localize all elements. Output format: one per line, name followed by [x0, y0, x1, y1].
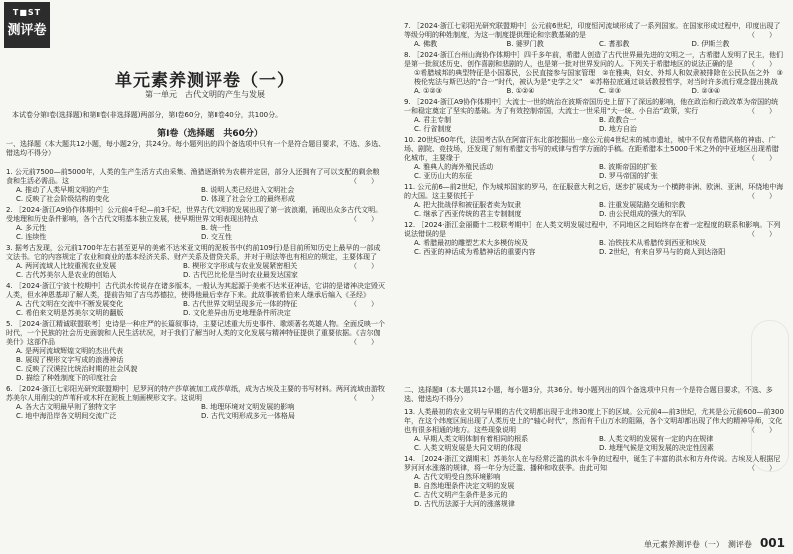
answer-option: A. 各大古文明最早则了独特文字 — [16, 403, 117, 411]
answer-option: D. 交互性 — [201, 233, 232, 241]
question-text: 9. ［2024·浙江A9协作体期中］大流士一世的统治在波斯帝国历史上留下了深远的影响，他在政治和行政改革为帝国的统一和稳定奠定了坚实的基础。为了有效控制帝国，大流士一世采用“大一统、小自治”政策，实行 — [404, 98, 779, 115]
answer-option: D. 古代历法源于大河的涨落规律 — [414, 500, 515, 508]
answer-option: A. 推动了人类早期文明的产生 — [16, 186, 110, 194]
question-text: 13. 人类最初的农业文明与早期的古代文明都出现于北纬30度上下的区域。公元前4—前3世纪，尤其是公元前600—前300年，在这个纬度区间出现了人类历史上的“轴心时代”，然而有千山万水的阻隔，各个文明却都出现了伟大的精神导师，文化也有很多相通的地方。这些现象说明 — [404, 408, 784, 434]
question-text: 12. ［2024·浙江金丽衢十二校联考期中］在人类文明发展过程中，不同地区之间始终存在着一定程度的联系和影响。下列说法错误的是 — [404, 221, 781, 238]
answer-option: C. 古代苏美尔人是农业的创始人 — [16, 271, 117, 279]
question-item — [404, 408, 784, 453]
answer-option: A. 多元性 — [16, 224, 47, 232]
answer-option: D. 地理气候是文明发展的决定性因素 — [599, 444, 714, 452]
answer-option: A. 古代文明受自然环境影响 — [414, 473, 501, 481]
answer-option: C. 古代文明产生条件是多元的 — [414, 491, 508, 499]
page-number: 001 — [759, 536, 785, 550]
question-stem — [404, 51, 784, 69]
question-text: 8. ［2024·浙江台州山海协作体期中］四千多年前，希腊人创造了古代世界最先进的文明之一，古希腊人发明了民主，他们是第一批叙述历史、创作喜剧和悲剧的人，也是第一批对世界发问的人。下列关于希腊地区的说法正确的是 — [404, 51, 783, 68]
answer-option: B. 婆罗门教 — [506, 40, 544, 48]
answer-option: D. 罗马帝国的扩张 — [599, 172, 658, 180]
answer-paren: （ ） — [748, 192, 776, 200]
answer-option: A. 希腊最初的雕塑艺术大多模仿埃及 — [414, 239, 529, 247]
answer-option: C. 连续性 — [16, 233, 47, 241]
answer-option: C. 希伯来文明是苏美尔文明的翻版 — [16, 309, 124, 317]
answer-option: C. 地中海沿岸各文明间交流广泛 — [16, 412, 117, 420]
answer-paren: （ ） — [350, 338, 378, 346]
brand-logo — [4, 2, 50, 48]
answer-paren: （ ） — [748, 60, 776, 68]
answer-option: A. 君主专制 — [414, 116, 452, 124]
question-statements: ①希腊城邦的典型特征是小国寡民，公民直接参与国家管理 ②在雅典，妇女、外邦人和奴隶被排除在公民队伍之外 ③梭伦宪法与斯巴达的“合一”时代，被认为是“史学之父” ④苏格拉底通过谈话教授哲学，对当时许多流行观念提出挑战 — [414, 69, 783, 86]
page-footer — [644, 536, 785, 550]
answer-paren: （ ） — [350, 300, 378, 308]
answer-paren: （ ） — [748, 107, 776, 115]
question-item — [404, 51, 784, 96]
decorative-stamp — [751, 320, 789, 472]
question-stem — [404, 221, 784, 239]
part2-heading: 二、选择题Ⅱ（本大题共12小题，每小题3分，共36分。每小题列出的四个备选项中只有一个是符合题目要求，不选、多选、错选均不得分） — [404, 386, 773, 403]
question-text: 6. ［2024·浙江七彩阳光研究联盟期中］尼罗河的特产莎草被加工成莎草纸，成为古埃及主要的书写材料。两河流域由游牧苏美尔人用削尖的芦苇秆或木杆在泥板上刻画楔形文字。这说明 — [6, 385, 385, 402]
question-text: 10. 20世纪60年代，法国考古队在阿富汗东北部挖掘出一座公元前4世纪末的城市遗址，城中不仅有希腊风格的神庙、广场、剧院、竞技场，还发现了刻有希腊文书写的戒律与哲学方面的手稿。在距希腊本土5000千米之外的中亚地区出现希腊化城市，主要缘于 — [404, 136, 779, 162]
answer-option: D. 2世纪，有来自罗马与的商人到达洛阳 — [599, 248, 726, 256]
answer-paren: （ ） — [350, 215, 378, 223]
option-group — [404, 40, 784, 49]
option-group — [404, 116, 784, 134]
question-item — [6, 206, 386, 242]
answer-option: C. 亚历山大的东征 — [414, 172, 473, 180]
option-group — [6, 403, 386, 421]
answer-paren: （ ） — [350, 262, 378, 270]
answer-paren: （ ） — [748, 31, 776, 39]
question-stem — [6, 168, 386, 186]
option-group — [6, 224, 386, 242]
answer-option: B. 说明人类已经进入文明社会 — [201, 186, 295, 194]
answer-option: C. 人类文明发展是大同文明的体现 — [414, 444, 522, 452]
question-item — [404, 98, 784, 134]
right-question-list — [404, 22, 784, 259]
answer-option: B. 古代世界文明呈现多元一体的特征 — [183, 300, 298, 308]
answer-option: D. 描绘了种姓制度下的印度社会 — [16, 374, 117, 382]
answer-option: B. 政教合一 — [599, 116, 637, 124]
answer-option: A. 佛教 — [414, 40, 438, 48]
option-group — [404, 201, 784, 219]
question-item — [404, 221, 784, 257]
answer-option: B. 注重发展陆路交通和宗教 — [599, 201, 686, 209]
question-item — [6, 385, 386, 421]
answer-option: D. ②③④ — [691, 87, 721, 95]
answer-option: A. 雅典人的海外殖民活动 — [414, 163, 494, 171]
question-stem — [404, 408, 784, 435]
question-stem — [404, 98, 784, 116]
option-group — [404, 473, 784, 509]
answer-option: D. 伊斯兰教 — [691, 40, 730, 48]
answer-option: C. 耆那教 — [599, 40, 630, 48]
question-text: 1. 公元前7500—前5000年，人类的生产生活方式由采集、渔猎逐渐转为农耕并定居，部分人还拥有了可以支配的剩余粮食和生活必需品。这 — [6, 168, 380, 185]
option-group — [6, 347, 386, 383]
question-item — [404, 455, 784, 509]
footer-text: 单元素养测评卷（一） 测评卷 — [643, 540, 760, 549]
answer-paren: （ ） — [748, 464, 776, 472]
answer-option: D. 古代巴比伦是当时农业最发达国家 — [183, 271, 298, 279]
answer-option: B. ①②④ — [506, 87, 535, 95]
answer-option: A. 两河流域人比较重视农业发展 — [16, 262, 117, 270]
answer-option: B. 统一性 — [201, 224, 232, 232]
answer-paren: （ ） — [748, 230, 776, 238]
answer-option: A. 古代文明在交流中不断发展变化 — [16, 300, 124, 308]
question-item — [6, 282, 386, 318]
answer-option: B. 波斯帝国的扩张 — [599, 163, 658, 171]
answer-paren: （ ） — [350, 177, 378, 185]
option-group — [404, 163, 784, 181]
question-stem — [6, 206, 386, 224]
answer-option: A. 把大批战俘和被征服者卖为奴隶 — [414, 201, 522, 209]
question-stem — [404, 183, 784, 201]
answer-option: B. 自然地理条件决定文明的发展 — [414, 482, 515, 490]
question-item — [6, 244, 386, 280]
answer-option: D. 文化差异由历史地理条件所决定 — [183, 309, 291, 317]
answer-option: C. 继承了西亚传统的君主专制制度 — [414, 210, 522, 218]
question-text: 4. ［2024·浙江宁波十校期中］古代洪水传说存在诸多版本，一般认为其起源于美索不达米亚神话，它讲的是诸神决定毁灭人类，但水神恩基却了解人类，提前告知了吉乌苏德拉，使得他最后幸存下来。此故事被希伯来人继承后编入《圣经》 — [6, 282, 385, 299]
answer-option: B. 人类文明的发展有一定的内在规律 — [599, 435, 714, 443]
answer-option: A. ①②③ — [414, 87, 442, 95]
question-stem — [404, 22, 784, 40]
option-group — [6, 186, 386, 204]
option-group — [404, 239, 784, 257]
answer-paren: （ ） — [748, 426, 776, 434]
question-item — [404, 183, 784, 219]
answer-option: D. 古代文明形成多元一体格局 — [201, 412, 295, 420]
left-question-list — [6, 168, 386, 423]
question-stem — [6, 320, 386, 347]
question-text: 2. ［2024·浙江A9协作体期中］公元前4千纪—前3千纪，世界古代文明的发展出现了第一波浪潮，涌现出众多古代文明。受地理和历史条件影响，各个古代文明基本独立发展，使早期世界文明表现出特点 — [6, 206, 383, 223]
answer-option: C. 反映了社会阶级结构的变化 — [16, 195, 110, 203]
logo-line1: T■ST — [12, 8, 42, 17]
question-stem — [404, 455, 784, 473]
answer-option: B. 展现了楔形文字写成的浪漫神话 — [16, 356, 124, 364]
answer-option: D. 由公民组成的强大的军队 — [599, 210, 686, 218]
answer-option: C. 反映了汉谟拉比统治时期的社会风貌 — [16, 365, 138, 373]
answer-option: A. 是两河流域辉煌文明的杰出代表 — [16, 347, 124, 355]
question-stem — [404, 136, 784, 163]
question-item — [404, 22, 784, 49]
page-subtitle: 第一单元 古代文明的产生与发展 — [145, 90, 265, 99]
logo-line2: 测评卷 — [7, 23, 47, 38]
question-text: 5. ［2024·浙江精诚联盟联考］史诗是一种庄严的长篇叙事诗，主要记述重大历史事件、歌颂著名英雄人物。全面反映一个时代，一个民族的社会历史面貌和人民生活状况，对于我们了解当时人类的文化发展与精神特征提供了重要依据。《吉尔伽美什》这部作品 — [6, 320, 385, 346]
answer-option: D. 体现了社会分工的最终形成 — [201, 195, 295, 203]
answer-option: C. ②③ — [599, 87, 621, 95]
page-title: 单元素养测评卷（一） — [115, 71, 295, 91]
question-item — [404, 136, 784, 181]
question-text: 3. 据考古发现，公元前1700年左右甚至更早的美索不达米亚文明的泥板书中(约前109行)是目前所知历史上最早的一部成文法书。它的内容规定了农业和商业的基本经济关系、财产关系及借贷关系，并对于刑法等也有相应的规定，主要体现了 — [6, 244, 381, 261]
answer-option: C. 行省制度 — [414, 125, 452, 133]
question-text: 11. 公元前6—前2世纪，作为城邦国家的罗马，在征服意大利之后，逐步扩展成为一个横跨非洲、欧洲、亚洲，环绕地中海的大国。这主要依托于 — [404, 183, 784, 200]
answer-paren: （ ） — [748, 154, 776, 162]
section-title: 第Ⅰ卷（选择题 共60分） — [157, 129, 263, 139]
question-stem — [6, 385, 386, 403]
question-text: 7. ［2024·浙江七彩阳光研究联盟期中］公元前6世纪，印度恒河流域形成了一系列国家。在国家形成过程中，印度出现了等级分明的种姓制度，为这一制度提供理论和宗教基础的是 — [404, 22, 781, 39]
right-question-list-2 — [404, 408, 784, 511]
part1-heading: 一、选择题（本大题共12小题，每小题2分，共24分。每小题列出的四个备选项中只有一个是符合题目要求，不选、多选、错选均不得分） — [6, 140, 386, 157]
exam-note: 本试卷分第Ⅰ卷(选择题)和第Ⅱ卷(非选择题)两部分，第Ⅰ卷60分，第Ⅱ卷40分，共100分。 — [12, 111, 283, 119]
question-text: 14. ［2024·浙江文湖期末］苏美尔人在与经常泛滥的洪水斗争的过程中，诞生了丰富的洪水和方舟传说。古埃及人根据尼罗河河水涨落的规律，将一年分为泛滥、播种和收获季。由此可知 — [404, 455, 781, 472]
answer-option: B. 冶铁技术从希腊传到西亚和埃及 — [599, 239, 707, 247]
answer-paren: （ ） — [350, 394, 378, 402]
answer-option: B. 地理环境对文明发展的影响 — [201, 403, 295, 411]
option-group — [404, 435, 784, 453]
question-item — [6, 320, 386, 383]
answer-option: A. 早期人类文明体制有着相同的根系 — [414, 435, 529, 443]
option-group — [404, 87, 784, 96]
option-group — [6, 300, 350, 318]
answer-option: B. 楔形文字形成与农业发展紧密相关 — [183, 262, 298, 270]
answer-option: D. 地方自治 — [599, 125, 637, 133]
question-item — [6, 168, 386, 204]
answer-option: C. 西亚的神话成为希腊神话的重要内容 — [414, 248, 536, 256]
option-group — [6, 262, 350, 280]
